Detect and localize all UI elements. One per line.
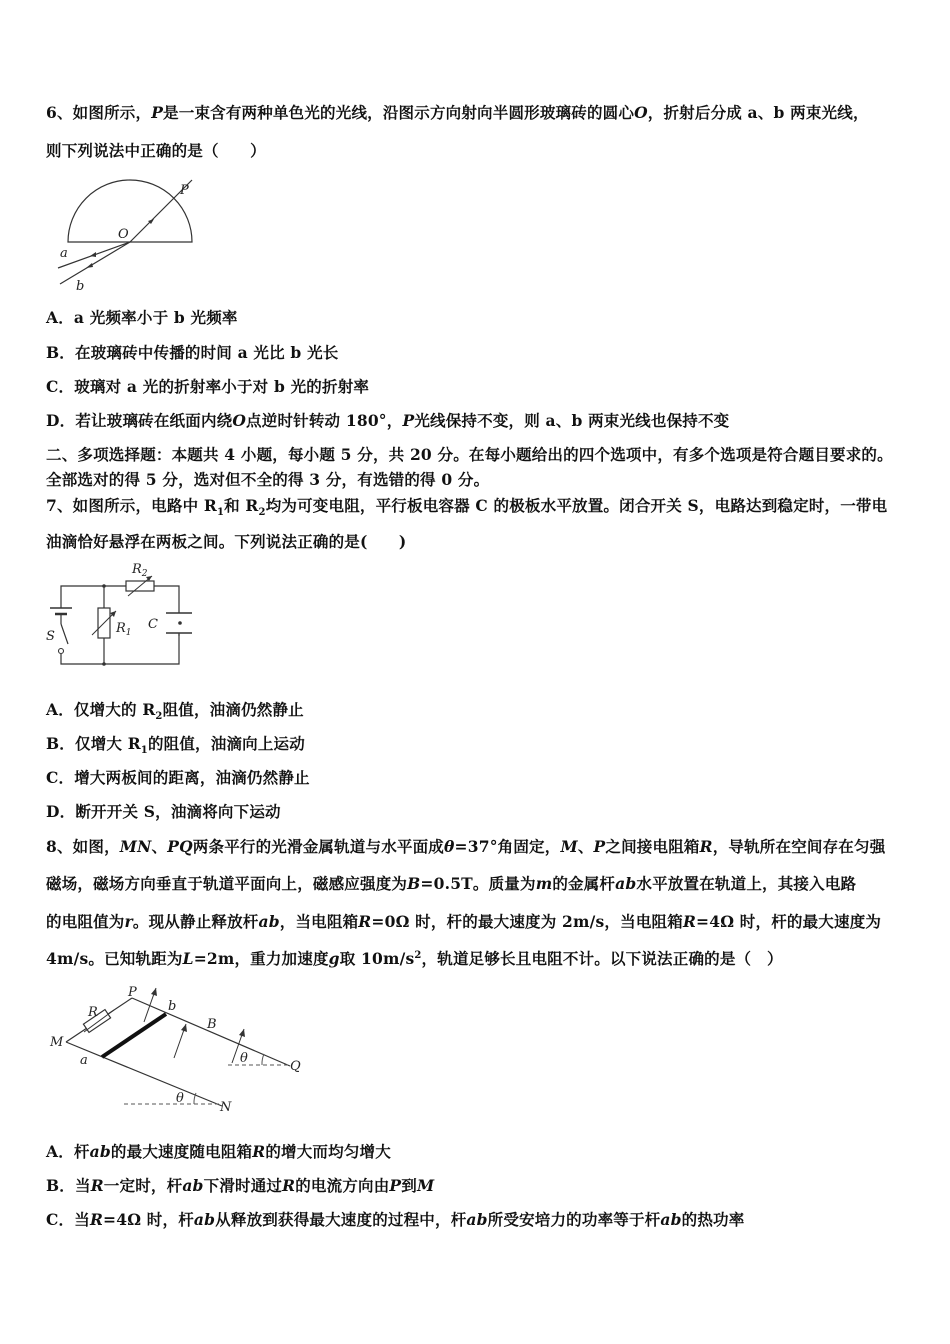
q8-stem-line4: 4m/s。已知轨距为L=2m，重力加速度g取 $10m/s^2$，轨道足够长且电阻不计。以下说法正确的是（ ） xyxy=(46,949,783,968)
q7-circuit-figure xyxy=(44,558,204,670)
switch-contact xyxy=(59,649,64,654)
q6-var-o: O xyxy=(634,103,648,122)
label-o: O xyxy=(118,227,129,242)
label-r2: $R_2$ xyxy=(132,562,148,579)
q7-option-c: C．增大两板间的距离，油滴仍然静止 xyxy=(46,768,310,787)
label-a: a xyxy=(80,1053,88,1068)
label-r: R xyxy=(88,1005,98,1020)
q8-option-c: C．当R=4Ω 时，杆ab从释放到获得最大速度的过程中，杆ab所受安培力的功率等于杆ab的热功率 xyxy=(46,1210,745,1229)
q6-stem-line1 xyxy=(46,101,869,123)
q6-text: 光线保持不变，则 a、b 两束光线也保持不变 xyxy=(414,411,730,430)
q6-text: 6、如图所示， xyxy=(46,103,152,122)
arrow-b xyxy=(86,263,93,268)
q8-option-b: B．当R一定时，杆ab下滑时通过R的电流方向由P到M xyxy=(46,1176,435,1195)
q7-text: 阻值，油滴仍然静止 xyxy=(162,700,304,719)
q8-stem-line1: 8、如图，MN、PQ两条平行的光滑金属轨道与水平面成θ=37°角固定，M、P之间接电阻箱R，导轨所在空间存在匀强 xyxy=(46,837,886,856)
section2-header-line1: 二、多项选择题：本题共 4 小题，每小题 5 分，共 20 分。在每小题给出的四个选项中，有多个选项是符合题目要求的。 xyxy=(46,445,893,464)
q8-option-a: A．杆ab的最大速度随电阻箱R的增大而均匀增大 xyxy=(46,1142,391,1161)
label-c: C xyxy=(148,617,158,632)
q7-sub: 2 xyxy=(155,711,163,723)
label-b: b xyxy=(76,279,85,294)
oil-drop xyxy=(178,621,182,625)
q7-text: 7、如图所示，电路中 R xyxy=(46,496,217,515)
q7-text: 的阻值，油滴向上运动 xyxy=(147,734,305,753)
label-s: S xyxy=(46,629,55,644)
q6-text: 是一束含有两种单色光的光线，沿图示方向射向半圆形玻璃砖的圆心 xyxy=(163,103,635,122)
q7-sub: 1 xyxy=(140,745,148,757)
q6-option-b: B．在玻璃砖中传播的时间 a 光比 b 光长 xyxy=(46,343,339,362)
switch-s xyxy=(61,624,68,644)
q6-var-o: O xyxy=(232,411,247,430)
q6-var-p: P xyxy=(402,411,415,430)
label-field-b: B xyxy=(207,1017,217,1032)
label-theta-lower: θ xyxy=(176,1091,184,1106)
label-n: N xyxy=(220,1100,232,1114)
q6-option-d xyxy=(46,409,729,431)
q6-option-a: A．a 光频率小于 b 光频率 xyxy=(46,308,238,327)
rod-ab xyxy=(102,1014,166,1057)
q8-stem-line2: 磁场，磁场方向垂直于轨道平面向上，磁感应强度为B=0.5T。质量为m的金属杆ab水平放置在轨道上，其接入电路 xyxy=(46,874,857,893)
label-q: Q xyxy=(290,1059,301,1074)
q7-text: 均为可变电阻，平行板电容器 C 的极板水平放置。闭合开关 S，电路达到稳定时，一带电 xyxy=(265,496,888,515)
q7-option-a xyxy=(46,698,304,722)
q6-option-c: C．玻璃对 a 光的折射率小于对 b 光的折射率 xyxy=(46,377,370,396)
rail-mn xyxy=(66,1042,222,1106)
q7-sub: 2 xyxy=(258,507,266,519)
label-a: a xyxy=(60,246,68,261)
rail-pq xyxy=(132,998,290,1066)
q6-text: 点逆时针转动 180°， xyxy=(246,411,403,430)
q7-sub: 1 xyxy=(216,507,225,519)
q7-text: 和 R xyxy=(224,496,259,515)
q7-option-d: D．断开开关 S，油滴将向下运动 xyxy=(46,802,281,821)
q6-text: ，折射后分成 a、b 两束光线， xyxy=(647,103,869,122)
q7-option-b xyxy=(46,732,305,756)
label-m: M xyxy=(50,1035,64,1050)
q6-text: D．若让玻璃砖在纸面内绕 xyxy=(46,411,233,430)
label-r1: $R_1$ xyxy=(116,621,132,638)
q8-stem-line3: 的电阻值为r。现从静止释放杆ab，当电阻箱R=0Ω 时，杆的最大速度为 2m/s，当电阻箱R=4Ω 时，杆的最大速度为 xyxy=(46,912,882,931)
label-b: b xyxy=(168,999,177,1014)
label-p: P xyxy=(128,985,137,1000)
q7-text: B．仅增大 R xyxy=(46,734,141,753)
q8-rails-figure xyxy=(44,984,314,1114)
q6-stem-line2: 则下列说法中正确的是（ ） xyxy=(46,141,266,160)
label-theta-upper: θ xyxy=(240,1051,248,1066)
q7-stem-line2: 油滴恰好悬浮在两板之间。下列说法正确的是( ) xyxy=(46,532,407,551)
q6-var-p: P xyxy=(151,103,164,122)
q7-text: A．仅增大的 R xyxy=(46,700,156,719)
q6-semicircle-figure xyxy=(50,172,200,297)
label-p: P xyxy=(180,183,189,198)
semicircle-glass xyxy=(68,180,192,242)
section2-header-line2: 全部选对的得 5 分，选对但不全的得 3 分，有选错的得 0 分。 xyxy=(46,470,490,489)
q7-stem-line1 xyxy=(46,494,887,518)
